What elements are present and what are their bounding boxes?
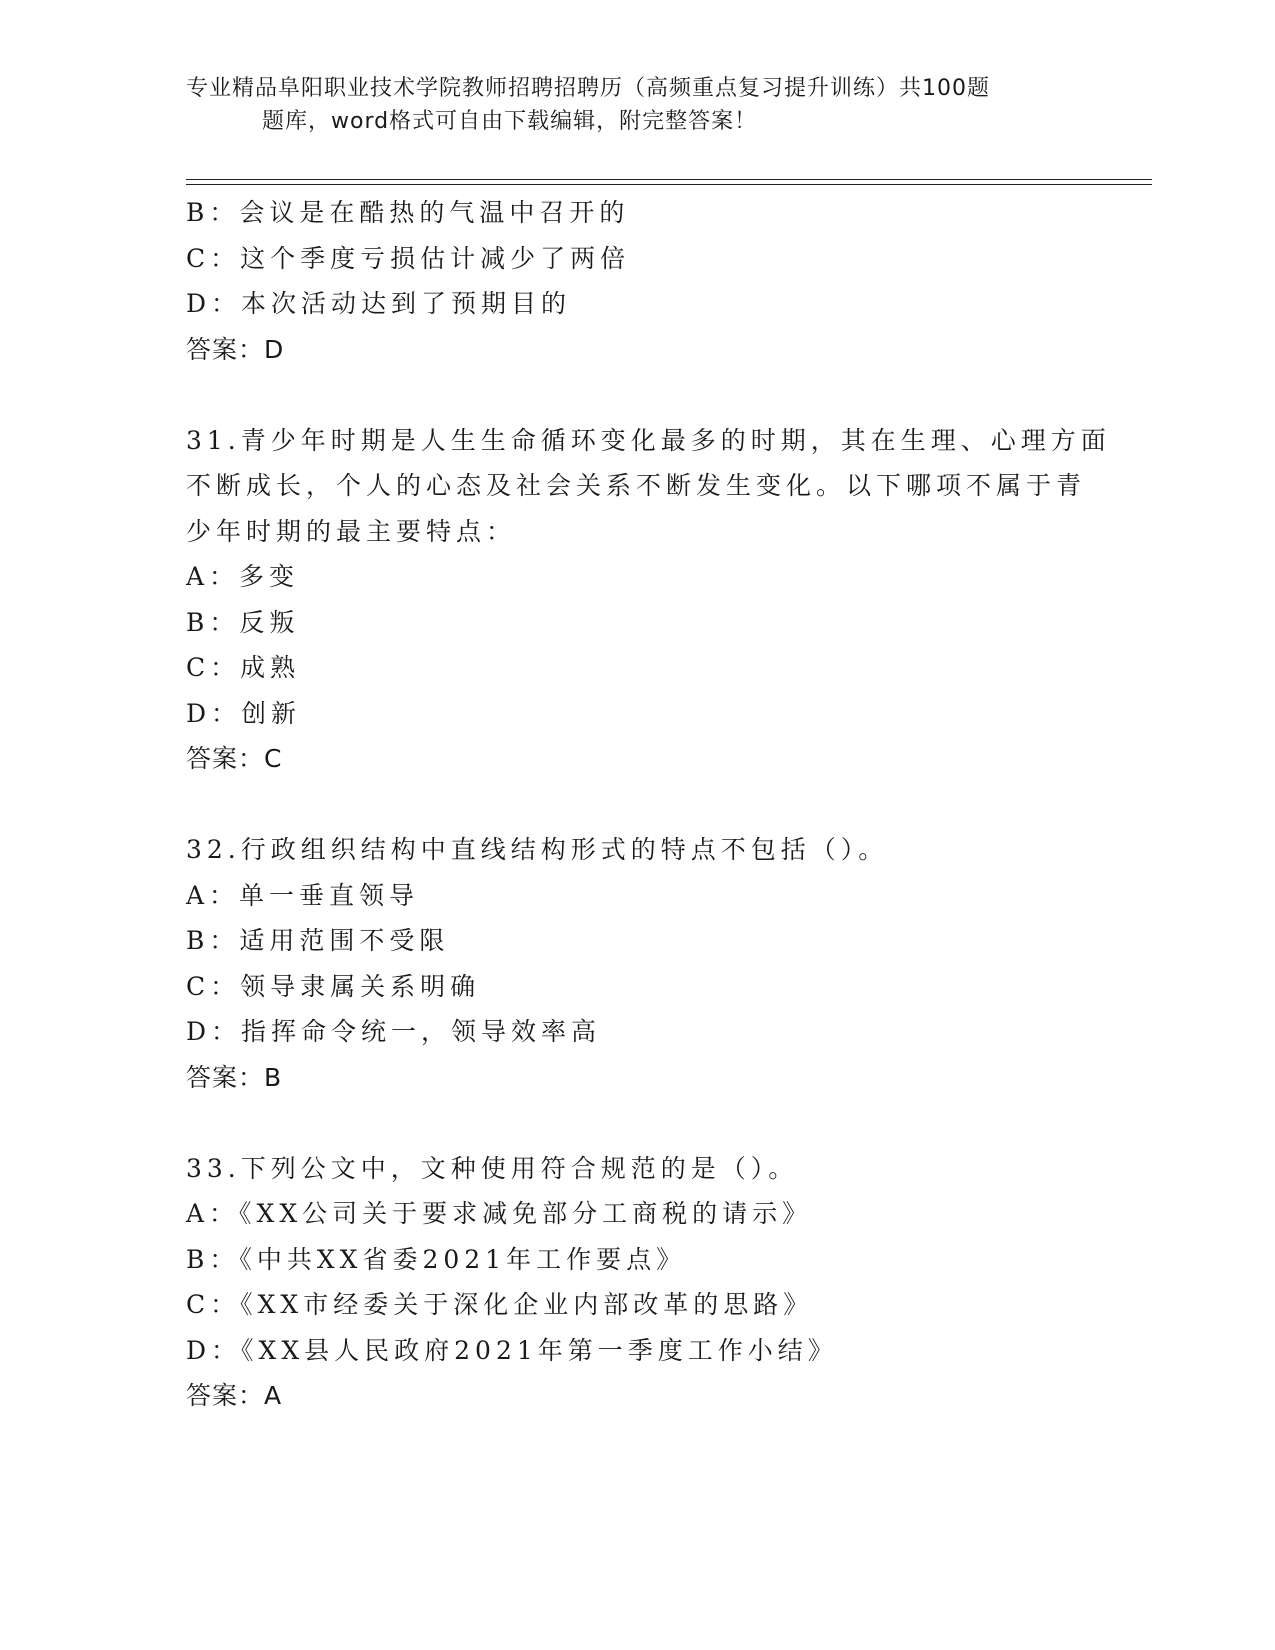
answer: 答案：C [186, 744, 283, 773]
document-header [186, 72, 1086, 138]
spacer [186, 782, 1086, 828]
option-a: A：多变 [186, 562, 300, 591]
question-stem: 32.行政组织结构中直线结构形式的特点不包括（）。 [186, 835, 889, 864]
option-d: D：指挥命令统一，领导效率高 [186, 1017, 602, 1046]
option-d: D：创新 [186, 698, 302, 728]
option-c: C：《XX市经委关于深化企业内部改革的思路》 [186, 1290, 814, 1319]
option-b: B：适用范围不受限 [186, 926, 450, 955]
question-30 [186, 190, 1086, 372]
option-b: B：会议是在酷热的气温中召开的 [186, 198, 630, 227]
answer: 答案：A [186, 1381, 283, 1410]
header-title-line1: 专业精品阜阳职业技术学院教师招聘招聘历（高频重点复习提升训练）共100题 [186, 76, 990, 101]
option-c: C：成熟 [186, 653, 301, 682]
option-b: B：反叛 [186, 607, 300, 637]
question-stem: 33.下列公文中，文种使用符合规范的是（）。 [186, 1153, 799, 1183]
question-33 [186, 1146, 1086, 1419]
answer: 答案：B [186, 1062, 283, 1092]
spacer [186, 1100, 1086, 1146]
question-stem-line3: 少年时期的最主要特点： [186, 516, 517, 546]
option-c: C：这个季度亏损估计减少了两倍 [186, 243, 631, 273]
option-b: B：《中共XX省委2021年工作要点》 [186, 1244, 687, 1274]
answer: 答案：D [186, 334, 285, 364]
question-stem-line1: 31.青少年时期是人生生命循环变化最多的时期，其在生理、心理方面 [186, 425, 1111, 455]
option-d: D：《XX县人民政府2021年第一季度工作小结》 [186, 1335, 838, 1365]
option-c: C：领导隶属关系明确 [186, 971, 481, 1001]
question-list [186, 190, 1111, 1419]
question-32 [186, 827, 1086, 1100]
spacer [186, 372, 1086, 418]
header-divider-bottom [186, 184, 1152, 185]
option-a: A：单一垂直领导 [186, 880, 420, 910]
option-d: D：本次活动达到了预期目的 [186, 289, 572, 318]
question-stem-line2: 不断成长，个人的心态及社会关系不断发生变化。以下哪项不属于青 [186, 471, 1087, 500]
option-a: A：《XX公司关于要求减免部分工商税的请示》 [186, 1199, 813, 1228]
header-divider-top [186, 179, 1152, 180]
header-title-line2: 题库，word格式可自由下载编辑，附完整答案！ [262, 109, 758, 134]
question-31 [186, 418, 1111, 782]
